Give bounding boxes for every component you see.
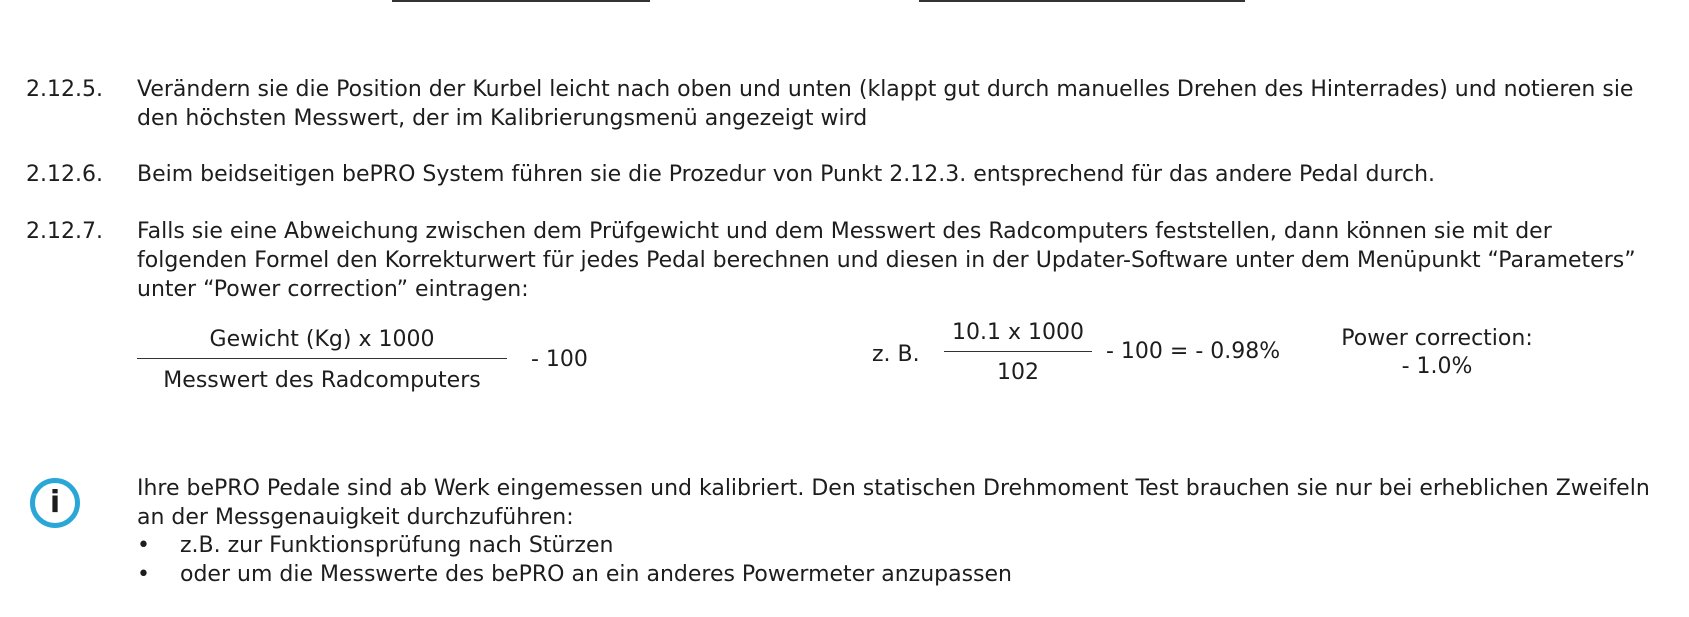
power-correction [1322,325,1552,381]
info-icon: i [30,478,80,528]
info-note [137,475,1657,589]
power-correction-label: Power correction: [1341,326,1533,351]
example-numerator: 10.1 x 1000 [952,320,1084,345]
example-result: - 100 = - 0.98% [1106,339,1281,364]
list-item-text: z.B. zur Funktionsprüfung nach Stürzen [180,533,614,558]
step-2-12-6 [26,160,1666,189]
table-edge-line [392,0,650,2]
step-text: Falls sie eine Abweichung zwischen dem Prüfgewicht und dem Messwert des Radcomputers feststellen, dann können sie mit der folgenden Formel den Korrekturwert für jedes Pedal berechnen und diesen in der Updater-Software unter dem Menüpunkt “Parameters” unter “Power correction” eintragen: [137,219,1636,302]
formula-denominator: Messwert des Radcomputers [163,368,481,393]
example-fraction [944,318,1092,387]
bullet-icon: • [137,533,150,558]
list-item [137,532,1657,561]
example-prefix: z. B. [872,342,920,367]
example-denominator: 102 [997,360,1039,385]
formula-fraction [137,325,507,395]
step-number: 2.12.5. [26,77,103,102]
table-edge-line [919,0,1245,2]
step-2-12-7 [26,217,1666,304]
list-item [137,561,1657,590]
step-2-12-5 [26,75,1666,133]
info-note-text: Ihre bePRO Pedale sind ab Werk eingemessen und kalibriert. Den statischen Drehmoment Test brauchen sie nur bei erheblichen Zweifeln an der Messgenauigkeit durchzuführen: [137,476,1650,530]
bullet-icon: • [137,561,150,587]
step-number: 2.12.7. [26,219,103,244]
step-number: 2.12.6. [26,162,103,187]
formula-suffix: - 100 [531,347,588,372]
step-text: Verändern sie die Position der Kurbel leicht nach oben und unten (klappt gut durch manuelles Drehen des Hinterrades) und notieren sie den höchsten Messwert, der im Kalibrierungsmenü angezeigt wird [137,77,1634,131]
power-correction-value: - 1.0% [1401,354,1473,379]
step-text: Beim beidseitigen bePRO System führen sie die Prozedur von Punkt 2.12.3. entsprechend für das andere Pedal durch. [137,162,1436,187]
formula-numerator: Gewicht (Kg) x 1000 [209,327,435,352]
info-note-list [137,532,1657,589]
list-item-text: oder um die Messwerte des bePRO an ein anderes Powermeter anzupassen [180,561,1012,587]
